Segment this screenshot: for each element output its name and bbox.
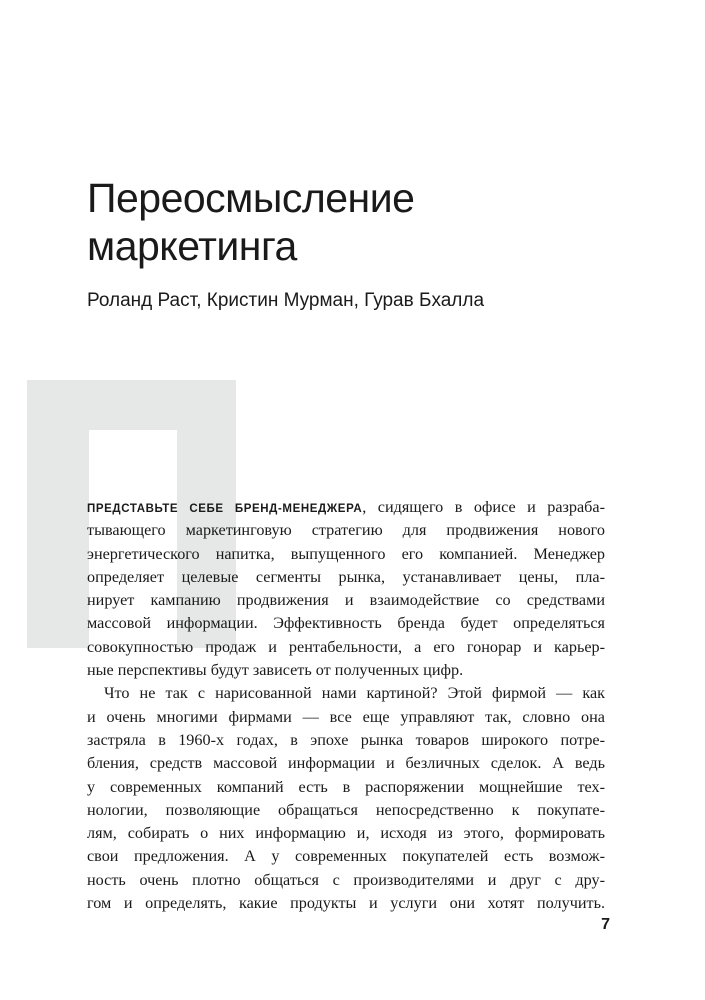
body-line: и очень многими фирмами — все еще управляют так, словно она — [87, 707, 605, 726]
body-line — [87, 496, 605, 519]
article-title-line-2: маркетинга — [87, 223, 297, 269]
body-line: гом и определять, какие продукты и услуги они хотят получить. — [87, 894, 605, 913]
body-line: определяет целевые сегменты рынка, устанавливает цены, пла- — [87, 567, 605, 586]
body-line: лям, собирать о них информацию и, исходя из этого, формировать — [87, 824, 605, 843]
body-line: нологии, позволяющие обращаться непосредственно к покупате- — [87, 800, 605, 819]
body-line: массовой информации. Эффективность бренда будет определяться — [87, 614, 605, 633]
body-line: ность очень плотно общаться с производителями и друг с дру- — [87, 870, 605, 889]
lead-in-text: ПРЕДСТАВЬТЕ СЕБЕ БРЕНД-МЕНЕДЖЕРА — [87, 503, 363, 515]
body-line: ные перспективы будут зависеть от полученных цифр. — [87, 661, 464, 680]
body-line: свои предложения. А у современных покупателей есть возмож- — [87, 847, 605, 866]
page-number: 7 — [601, 916, 610, 933]
body-line: совокупностью продаж и рентабельности, а его гонорар и карьер- — [87, 637, 605, 656]
body-line: нирует кампанию продвижения и взаимодействие со средствами — [87, 591, 605, 610]
body-line: энергетического напитка, выпущенного его компанией. Менеджер — [87, 544, 605, 563]
article-title-line-1: Переосмысление — [87, 175, 415, 221]
body-line: тывающего маркетинговую стратегию для продвижения нового — [87, 521, 605, 540]
body-line-text: , сидящего в офисе и разраба- — [362, 498, 605, 516]
body-line: застряла в 1960-х годах, в эпохе рынка товаров широкого потре- — [87, 730, 605, 749]
article-title — [87, 174, 647, 270]
article-body — [87, 496, 605, 915]
body-line: у современных компаний есть в распоряжении мощнейшие тех- — [87, 777, 605, 796]
body-line: Что не так с нарисованной нами картиной? Этой фирмой — как — [104, 684, 605, 703]
article-authors: Роланд Раст, Кристин Мурман, Гурав Бхалла — [87, 290, 485, 311]
body-line: бления, средств массовой информации и безличных сделок. А ведь — [87, 754, 605, 773]
